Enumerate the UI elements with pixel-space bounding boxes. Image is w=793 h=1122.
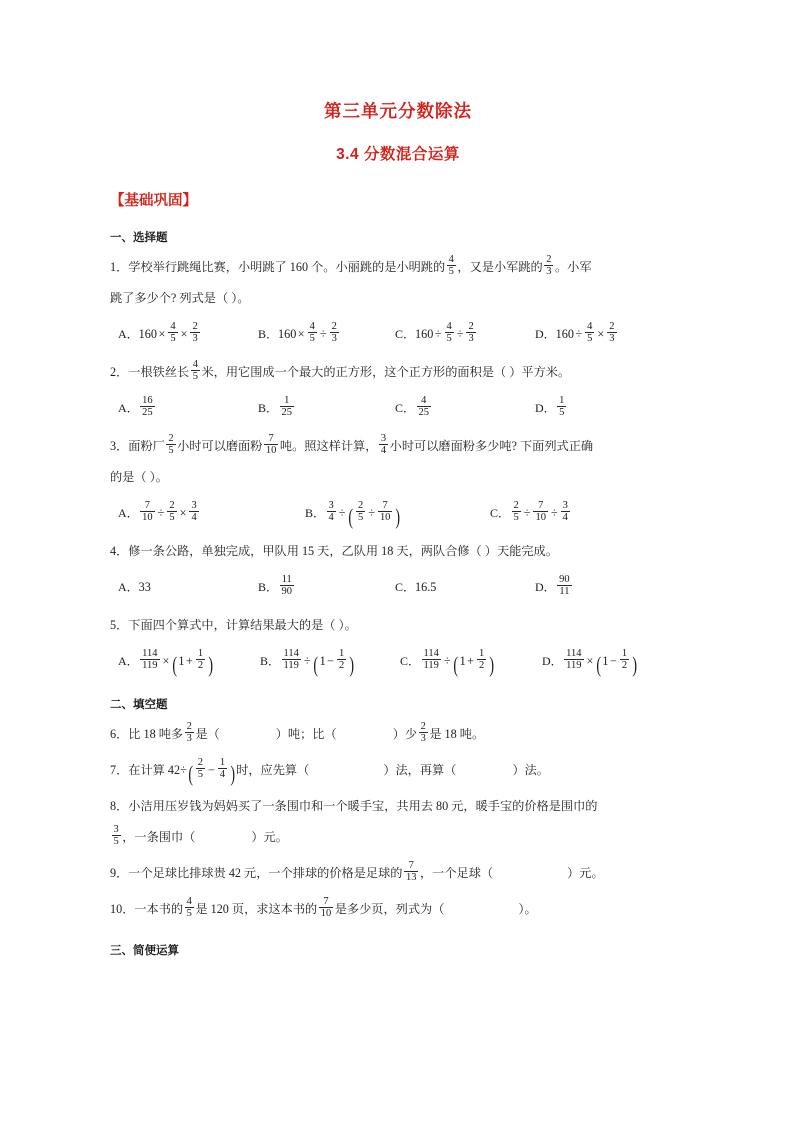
fraction: $\frac{2}{3}$ xyxy=(420,721,426,745)
question-3 xyxy=(110,431,686,493)
question-1-line2: 跳了多少个? 列式是（ ）。 xyxy=(110,291,250,305)
question-1-options xyxy=(110,316,686,352)
paren-right: ) xyxy=(349,651,354,677)
option-c[interactable]: C． $\frac{114}{119}$ ÷ (1 + $\frac{1}{2}$ ) xyxy=(400,648,494,677)
fraction: $\frac{4}{5}$ xyxy=(309,321,315,345)
document-title: 第三单元分数除法 xyxy=(324,101,472,121)
question-3-options xyxy=(110,495,686,531)
section-heading-simplify: 三、简便运算 xyxy=(110,945,179,957)
question-5-number: 5． xyxy=(110,618,129,632)
question-3-text-d: 小时可以磨面粉多少吨? 下面列式正确 xyxy=(389,439,594,453)
fraction: $\frac{1}{2}$ xyxy=(197,648,204,672)
fraction: $\frac{4}{25}$ xyxy=(418,395,429,419)
question-10-text-b: 是 120 页，求这本书的 xyxy=(195,902,318,916)
question-5-options xyxy=(110,643,686,679)
option-b[interactable]: B．160 × $\frac{4}{5}$ ÷ $\frac{2}{3}$ xyxy=(258,321,337,345)
fraction: $\frac{16}{25}$ xyxy=(142,395,153,419)
fraction: $\frac{7}{10}$ xyxy=(535,500,546,524)
fraction: $\frac{3}{5}$ xyxy=(113,824,119,848)
fraction: $\frac{2}{5}$ xyxy=(197,757,204,781)
question-10-text-a: 一本书的 xyxy=(134,902,184,916)
fraction: $\frac{1}{2}$ xyxy=(621,648,628,672)
option-d[interactable]: D． $\frac{1}{5}$ xyxy=(535,395,565,419)
paren-left: ( xyxy=(313,651,319,677)
fraction: $\frac{1}{2}$ xyxy=(479,648,485,672)
option-c[interactable]: C．16.5 xyxy=(395,580,437,594)
paren-left: ( xyxy=(348,503,354,529)
question-8-line1: 小洁用压岁钱为妈妈买了一条围巾和一个暖手宝，共用去 80 元，暖手宝的价格是围巾的 xyxy=(128,799,598,813)
paren-right: ) xyxy=(632,651,637,677)
fraction: $\frac{4}{5}$ xyxy=(587,321,593,345)
question-4-options xyxy=(110,569,686,605)
fraction: $\frac{2}{3}$ xyxy=(609,321,615,345)
part-one-heading: 【基础巩固】 xyxy=(110,193,197,209)
question-8-number: 8． xyxy=(110,799,129,813)
question-3-text-b: 小时可以磨面粉 xyxy=(177,439,263,453)
question-3-line2: 的是（ ）。 xyxy=(110,470,168,484)
fraction: $\frac{11}{90}$ xyxy=(281,574,292,598)
question-6-text-e: 是 18 吨。 xyxy=(429,727,485,741)
fraction: $\frac{114}{119}$ xyxy=(142,648,158,672)
question-6-text-d: ）少 xyxy=(392,727,418,741)
paren-left: ( xyxy=(596,651,601,677)
fraction: $\frac{114}{119}$ xyxy=(423,648,439,672)
fraction: $\frac{1}{4}$ xyxy=(219,757,226,781)
paren-right: ) xyxy=(230,760,235,786)
question-5-text: 下面四个算式中，计算结果最大的是（ ）。 xyxy=(128,618,357,632)
question-10-number: 10． xyxy=(110,902,135,916)
fraction: $\frac{7}{10}$ xyxy=(142,500,153,524)
fraction: $\frac{4}{5}$ xyxy=(192,359,198,383)
fraction: $\frac{114}{119}$ xyxy=(566,648,582,672)
question-1-text-b: ，又是小军跳的 xyxy=(457,260,543,274)
paren-left: ( xyxy=(453,651,459,677)
fraction: $\frac{2}{3}$ xyxy=(468,321,474,345)
question-8 xyxy=(110,791,686,853)
question-2 xyxy=(110,357,686,388)
question-1-number: 1． xyxy=(110,260,129,274)
fraction: $\frac{4}{5}$ xyxy=(186,896,192,920)
paren-left: ( xyxy=(172,651,177,677)
question-10-text-c: 是多少页，列式为（ xyxy=(334,902,445,916)
fraction: $\frac{2}{3}$ xyxy=(192,321,198,345)
question-2-text-a: 一根铁丝长 xyxy=(128,365,190,379)
fraction: $\frac{7}{13}$ xyxy=(406,860,417,884)
question-9-text-c: ）元。 xyxy=(567,866,604,880)
fraction: $\frac{1}{2}$ xyxy=(339,648,345,672)
fraction: $\frac{3}{4}$ xyxy=(380,433,387,457)
question-4 xyxy=(110,536,686,567)
fraction: $\frac{4}{5}$ xyxy=(448,254,454,278)
fraction: $\frac{7}{10}$ xyxy=(379,500,391,524)
section-heading-choice: 一、选择题 xyxy=(110,232,168,244)
option-c[interactable]: C． $\frac{2}{5}$ ÷ $\frac{7}{10}$ ÷ $\frac{3}{4}$ xyxy=(490,500,568,524)
question-2-options xyxy=(110,390,686,426)
question-7-text-b: 时，应先算（ xyxy=(236,763,310,777)
option-c[interactable]: C． $\frac{4}{25}$ xyxy=(395,395,429,419)
option-a[interactable]: A． $\frac{16}{25}$ xyxy=(118,395,153,419)
question-6-text-c: ）吨；比（ xyxy=(275,727,337,741)
question-7-text-a: 在计算 42÷ xyxy=(128,763,187,777)
question-9-text-b: ，一个足球（ xyxy=(419,866,494,880)
question-7-text-c: ）法，再算（ xyxy=(383,763,457,777)
paren-right: ) xyxy=(395,503,401,529)
question-3-text-a: 面粉厂 xyxy=(128,439,165,453)
option-a[interactable]: A． $\frac{7}{10}$ ÷ $\frac{2}{5}$ × $\frac{3}{4}$ xyxy=(118,500,197,524)
option-a[interactable]: A．160 × $\frac{4}{5}$ × $\frac{2}{3}$ xyxy=(118,321,198,345)
question-10 xyxy=(110,894,686,925)
option-b[interactable]: B． $\frac{3}{4}$ ÷ ( $\frac{2}{5}$ ÷ $\frac{7}{10}$ ) xyxy=(305,500,401,529)
fraction: $\frac{3}{4}$ xyxy=(562,500,568,524)
page-content xyxy=(110,96,686,960)
question-6-number: 6． xyxy=(110,727,129,741)
question-4-number: 4． xyxy=(110,544,129,558)
document-subtitle: 3.4 分数混合运算 xyxy=(336,146,460,163)
question-3-text-c: 吨。照这样计算， xyxy=(279,439,378,453)
option-a[interactable]: A． $\frac{114}{119}$ × (1 + $\frac{1}{2}$ ) xyxy=(118,648,213,677)
question-9-text-a: 一个足球比排球贵 42 元，一个排球的价格是足球的 xyxy=(128,866,403,880)
question-1 xyxy=(110,252,686,314)
option-a[interactable]: A．33 xyxy=(118,580,151,594)
paren-left: ( xyxy=(188,760,193,786)
question-6 xyxy=(110,719,686,750)
question-5 xyxy=(110,610,686,641)
question-8-line2-b: ）元。 xyxy=(251,830,288,844)
fraction: $\frac{3}{4}$ xyxy=(191,500,197,524)
option-c[interactable]: C．160 ÷ $\frac{4}{5}$ ÷ $\frac{2}{3}$ xyxy=(395,321,474,345)
fraction: $\frac{3}{4}$ xyxy=(328,500,334,524)
option-d[interactable]: D． $\frac{90}{11}$ xyxy=(535,574,570,598)
question-8-line2-a: ，一条围巾（ xyxy=(122,830,196,844)
question-1-text-c: 。小军 xyxy=(554,260,592,274)
option-b[interactable]: B． $\frac{1}{25}$ xyxy=(258,395,292,419)
fraction: $\frac{2}{5}$ xyxy=(357,500,364,524)
question-2-text-b: 米，用它围成一个最大的正方形，这个正方形的面积是（ ）平方米。 xyxy=(201,365,571,379)
fraction: $\frac{114}{119}$ xyxy=(283,648,299,672)
fraction: $\frac{2}{3}$ xyxy=(546,254,552,278)
question-6-text-b: 是（ xyxy=(195,727,220,741)
question-7-text-d: ）法。 xyxy=(512,763,549,777)
option-d[interactable]: D．160 ÷ $\frac{4}{5}$ × $\frac{2}{3}$ xyxy=(535,321,615,345)
fraction: $\frac{2}{5}$ xyxy=(169,500,175,524)
question-10-text-d: ）。 xyxy=(518,902,537,916)
question-7-number: 7． xyxy=(110,763,129,777)
option-d[interactable]: D． $\frac{114}{119}$ × (1 − $\frac{1}{2}$ ) xyxy=(542,648,637,677)
fraction: $\frac{2}{5}$ xyxy=(168,433,174,457)
fraction: $\frac{1}{5}$ xyxy=(559,395,565,419)
option-b[interactable]: B． $\frac{11}{90}$ xyxy=(258,574,292,598)
question-4-text: 修一条公路，单独完成，甲队用 15 天，乙队用 18 天，两队合修（ ）天能完成。 xyxy=(128,544,558,558)
fraction: $\frac{4}{5}$ xyxy=(170,321,176,345)
section-heading-fill: 二、填空题 xyxy=(110,699,168,711)
question-3-number: 3． xyxy=(110,439,129,453)
fraction: $\frac{4}{5}$ xyxy=(446,321,452,345)
paren-right: ) xyxy=(208,651,213,677)
question-7: 7．在计算 42÷( $\frac{2}{5}$ − $\frac{1}{4}$ )时，应先算（ ）法，再算（ ）法。 xyxy=(110,757,549,786)
fraction: $\frac{90}{11}$ xyxy=(559,574,570,598)
question-6-text-a: 比 18 吨多 xyxy=(128,727,184,741)
fraction: $\frac{7}{10}$ xyxy=(265,433,277,457)
question-1-text-a: 学校举行跳绳比赛，小明跳了 160 个。小丽跳的是小明跳的 xyxy=(128,260,446,274)
fraction: $\frac{7}{10}$ xyxy=(320,896,332,920)
question-2-number: 2． xyxy=(110,365,129,379)
question-9 xyxy=(110,858,686,889)
fraction: $\frac{1}{25}$ xyxy=(281,395,292,419)
fraction: $\frac{2}{5}$ xyxy=(513,500,519,524)
option-b[interactable]: B． $\frac{114}{119}$ ÷ (1 − $\frac{1}{2}$ ) xyxy=(260,648,354,677)
question-9-number: 9． xyxy=(110,866,129,880)
fraction: $\frac{2}{3}$ xyxy=(186,721,192,745)
paren-right: ) xyxy=(489,651,494,677)
fraction: $\frac{2}{3}$ xyxy=(331,321,337,345)
